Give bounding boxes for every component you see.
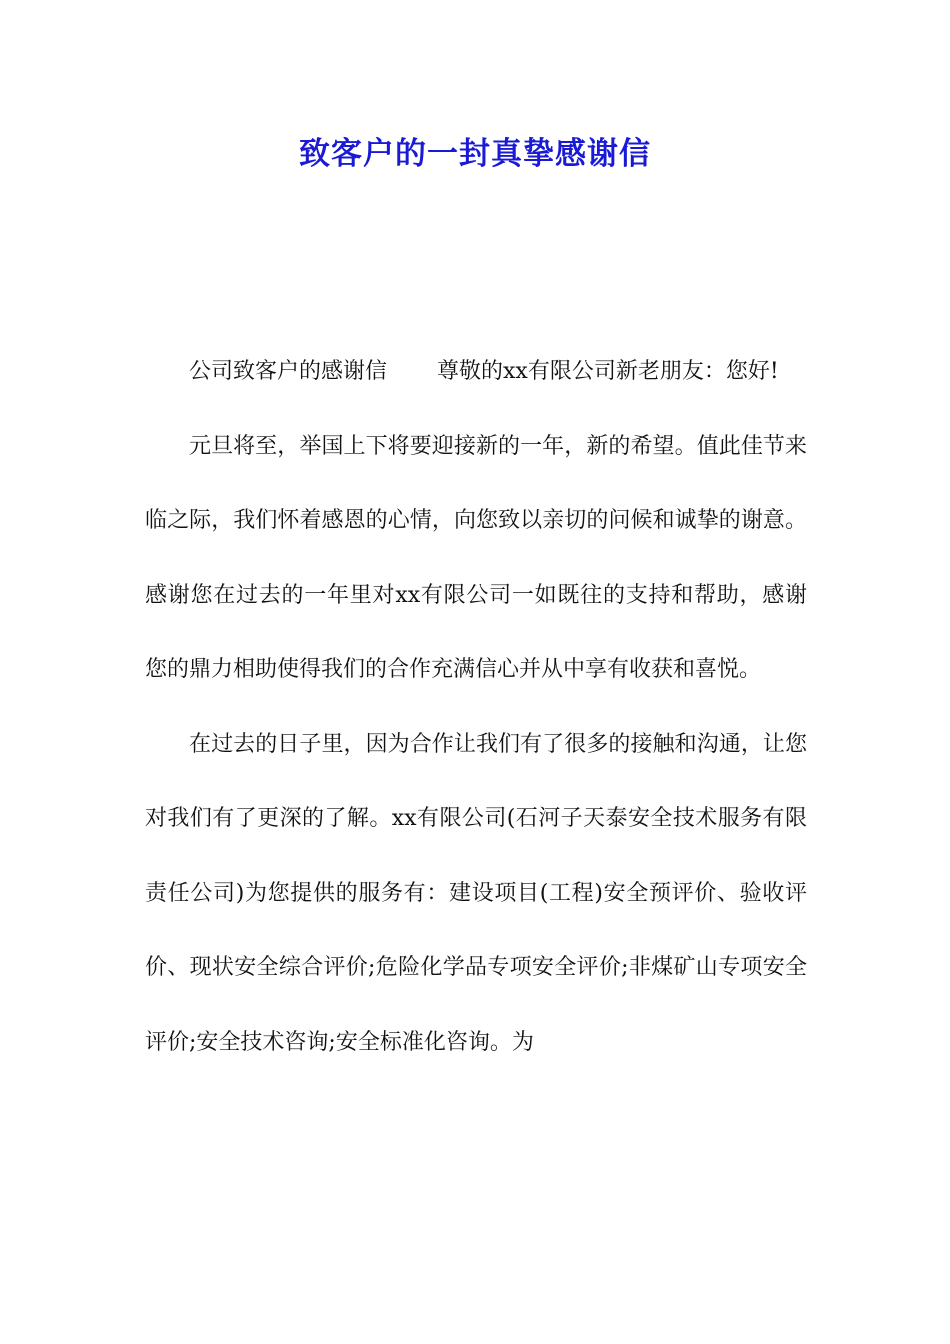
document-body — [145, 335, 807, 1080]
paragraph-services: 在过去的日子里，因为合作让我们有了很多的接触和沟通，让您对我们有了更深的了解。xx有限公司(石河子天泰安全技术服务有限责任公司)为您提供的服务有：建设项目(工程)安全预评价、验收评价、现状安全综合评价;危险化学品专项安全评价;非煤矿山专项安全评价;安全技术咨询;安全标准化咨询。为 — [145, 731, 807, 1055]
paragraph-thanks: 元旦将至，举国上下将要迎接新的一年，新的希望。值此佳节来临之际，我们怀着感恩的心情，向您致以亲切的问候和诚挚的谢意。感谢您在过去的一年里对xx有限公司一如既往的支持和帮助，感谢您的鼎力相助使得我们的合作充满信心并从中享有收获和喜悦。 — [145, 433, 807, 682]
salutation: 尊敬的xx有限公司新老朋友：您好! — [437, 359, 779, 384]
document-title: 致客户的一封真挚感谢信 — [299, 136, 651, 172]
paragraph-greeting — [145, 335, 807, 410]
letter-heading: 公司致客户的感谢信 — [189, 359, 388, 384]
